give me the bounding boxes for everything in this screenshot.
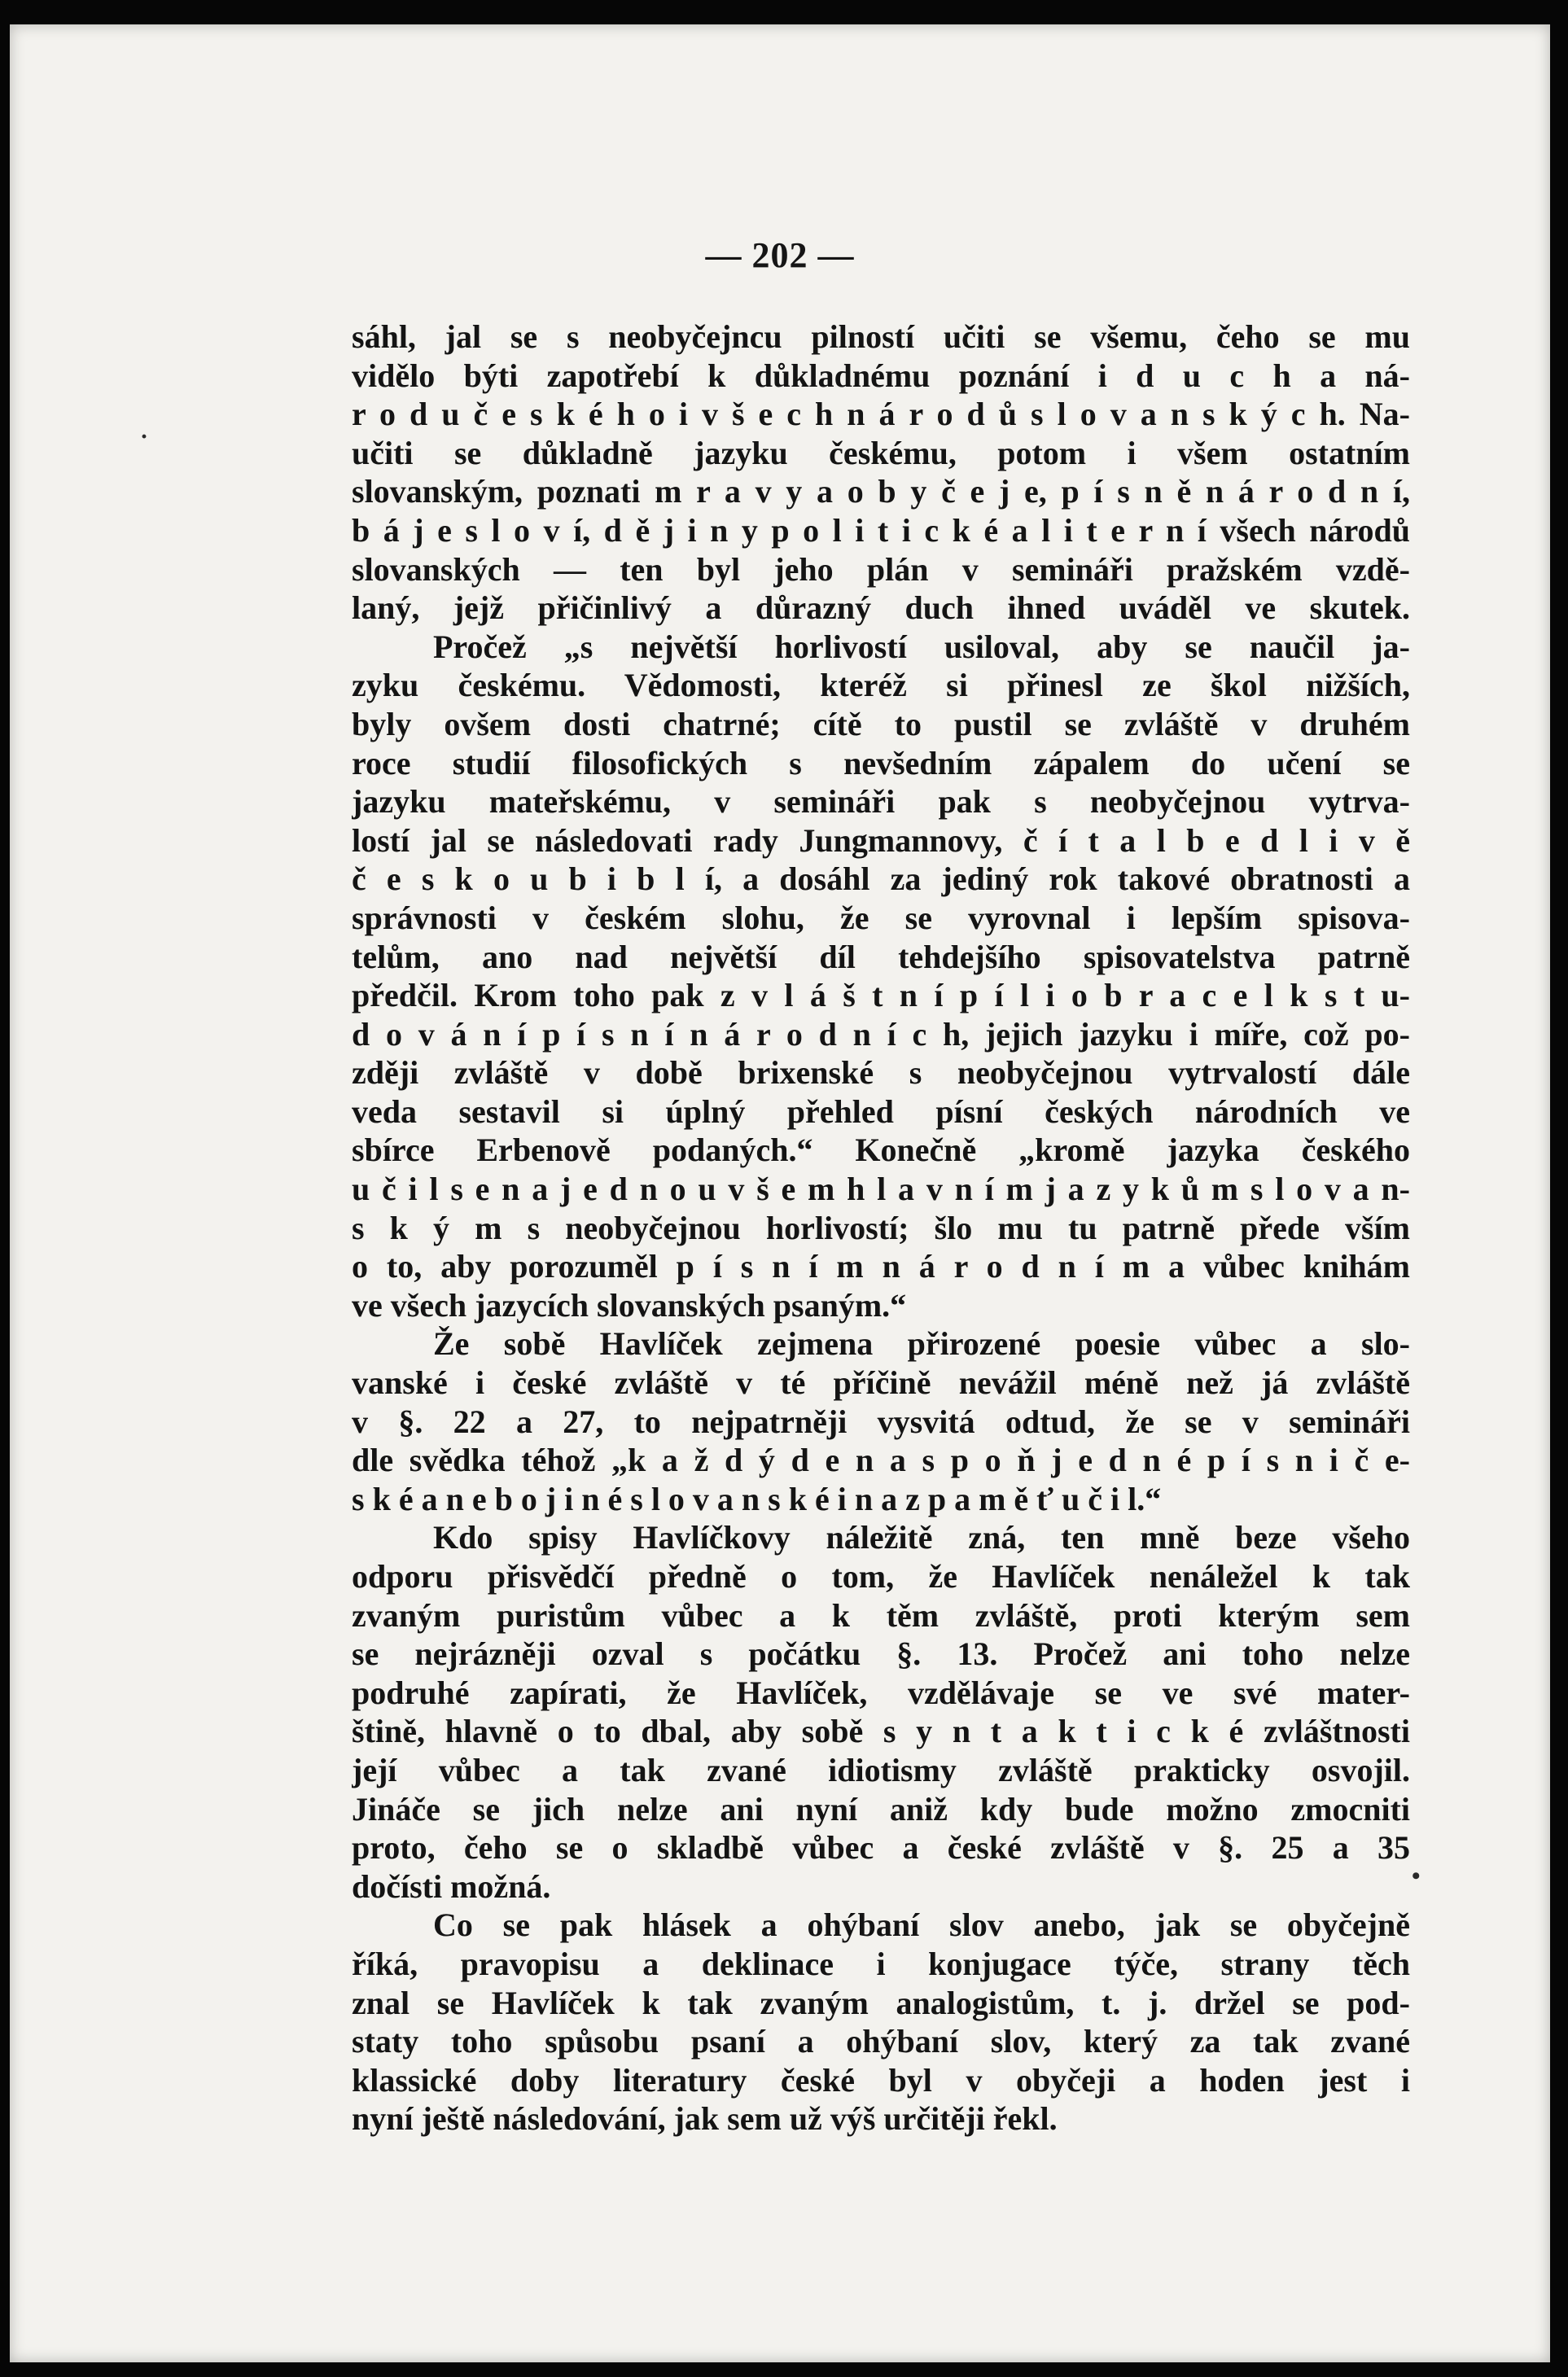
speck-mark: • <box>1412 1863 1421 1889</box>
text-line: veda sestavil si úplný přehled písní českých národních ve <box>352 1092 1410 1130</box>
text-line: u č i l s e n a j e d n o u v š e m h l a v n í m j a z y k ů m s l o v a n- <box>352 1171 1410 1208</box>
text-line: Že sobě Havlíček zejmena přirozené poesie vůbec a slo- <box>433 1325 1410 1363</box>
text-line: telům, ano nad největší díl tehdejšího spisovatelstva patrně <box>352 938 1410 975</box>
text-line: lostí jal se následovati rady Jungmannovy, č í t a l b e d l i v ě <box>352 821 1410 859</box>
text-line: odporu přisvědčí předně o tom, že Havlíček nenáležel k tak <box>352 1558 1410 1595</box>
text-line: Jináče se jich nelze ani nyní aniž kdy bude možno zmocniti <box>352 1790 1410 1828</box>
text-line: předčil. Krom toho pak z v l á š t n í p í l i o b r a c e l k s t u- <box>352 977 1410 1014</box>
text-line: r o d u č e s k é h o i v š e c h n á r o d ů s l o v a n s k ý c h. Na- <box>352 396 1410 433</box>
speck-mark: · <box>140 423 149 450</box>
text-line: staty toho spůsobu psaní a ohýbaní slov, který za tak zvané <box>352 2023 1410 2060</box>
text-line: zději zvláště v době brixenské s neobyčejnou vytrvalostí dále <box>352 1054 1410 1092</box>
text-line: se nejrázněji ozval s počátku §. 13. Pročež ani toho nelze <box>352 1635 1410 1673</box>
text-line: d o v á n í p í s n í n á r o d n í c h, jejich jazyku i míře, což po- <box>352 1015 1410 1053</box>
text-line: Kdo spisy Havlíčkovy náležitě zná, ten mně beze všeho <box>433 1519 1410 1556</box>
text-line: č e s k o u b i b l í, a dosáhl za jediný rok takové obratnosti a <box>352 860 1410 898</box>
text-line: Co se pak hlásek a ohýbaní slov anebo, jak se obyčejně <box>433 1906 1410 1944</box>
text-line: Pročež „s největší horlivostí usiloval, aby se naučil ja- <box>433 628 1410 665</box>
text-line: b á j e s l o v í, d ě j i n y p o l i t i c k é a l i t e r n í všech národů <box>352 511 1410 549</box>
text-line: podruhé zapírati, že Havlíček, vzdělávaje se ve své mater- <box>352 1674 1410 1711</box>
text-line: štině, hlavně o to dbal, aby sobě s y n t a k t i c k é zvláštnosti <box>352 1713 1410 1750</box>
text-line: vanské i české zvláště v té příčině nevážil méně než já zvláště <box>352 1364 1410 1402</box>
page-number: — 202 — <box>705 235 855 275</box>
text-line: s k é a n e b o j i n é s l o v a n s k é i n a z p a m ě ť u č i l.“ <box>352 1480 1162 1517</box>
text-line: nyní ještě následování, jak sem už výš určitěji řekl. <box>352 2100 1058 2138</box>
text-line: zvaným puristům vůbec a k těm zvláště, proti kterým sem <box>352 1596 1410 1634</box>
text-line: sáhl, jal se s neobyčejncu pilností učiti se všemu, čeho se mu <box>352 318 1410 355</box>
text-line: vidělo býti zapotřebí k důkladnému poznání i d u c h a ná- <box>352 357 1410 394</box>
body-text <box>352 317 1410 2138</box>
text-line: s k ý m s neobyčejnou horlivostí; šlo mu tu patrně přede vším <box>352 1209 1410 1246</box>
book-page <box>10 24 1550 2362</box>
text-line: byly ovšem dosti chatrné; cítě to pustil se zvláště v druhém <box>352 705 1410 742</box>
text-line: dočísti možná. <box>352 1867 551 1905</box>
text-line: dle svědka téhož „k a ž d ý d e n a s p o ň j e d n é p í s n i č e- <box>352 1442 1410 1479</box>
text-line: o to, aby porozuměl p í s n í m n á r o d n í m a vůbec knihám <box>352 1248 1410 1285</box>
text-line: sbírce Erbenově podaných.“ Konečně „kromě jazyka českého <box>352 1132 1410 1169</box>
text-line: roce studií filosofických s nevšedním zápalem do učení se <box>352 744 1410 781</box>
text-line: učiti se důkladně jazyku českému, potom i všem ostatním <box>352 434 1410 471</box>
text-line: ve všech jazycích slovanských psaným.“ <box>352 1286 907 1324</box>
text-line: říká, pravopisu a deklinace i konjugace týče, strany těch <box>352 1945 1410 1982</box>
text-line: slovanských — ten byl jeho plán v semináři pražském vzdě- <box>352 550 1410 588</box>
text-line: zyku českému. Vědomosti, kteréž si přinesl ze škol nižších, <box>352 667 1410 704</box>
text-line: laný, jejž přičinlivý a důrazný duch ihned uváděl ve skutek. <box>352 589 1410 627</box>
text-line: správnosti v českém slohu, že se vyrovnal i lepším spisova- <box>352 899 1410 936</box>
text-line: znal se Havlíček k tak zvaným analogistům, t. j. držel se pod- <box>352 1984 1410 2021</box>
text-line: jazyku mateřskému, v semináři pak s neobyčejnou vytrva- <box>352 783 1410 821</box>
text-line: proto, čeho se o skladbě vůbec a české zvláště v §. 25 a 35 <box>352 1829 1410 1867</box>
text-line: slovanským, poznati m r a v y a o b y č e j e, p í s n ě n á r o d n í, <box>352 473 1410 510</box>
text-line: klassické doby literatury české byl v obyčeji a hoden jest i <box>352 2061 1410 2099</box>
text-line: její vůbec a tak zvané idiotismy zvláště prakticky osvojil. <box>352 1751 1410 1788</box>
text-line: v §. 22 a 27, to nejpatrněji vysvitá odtud, že se v semináři <box>352 1403 1410 1440</box>
